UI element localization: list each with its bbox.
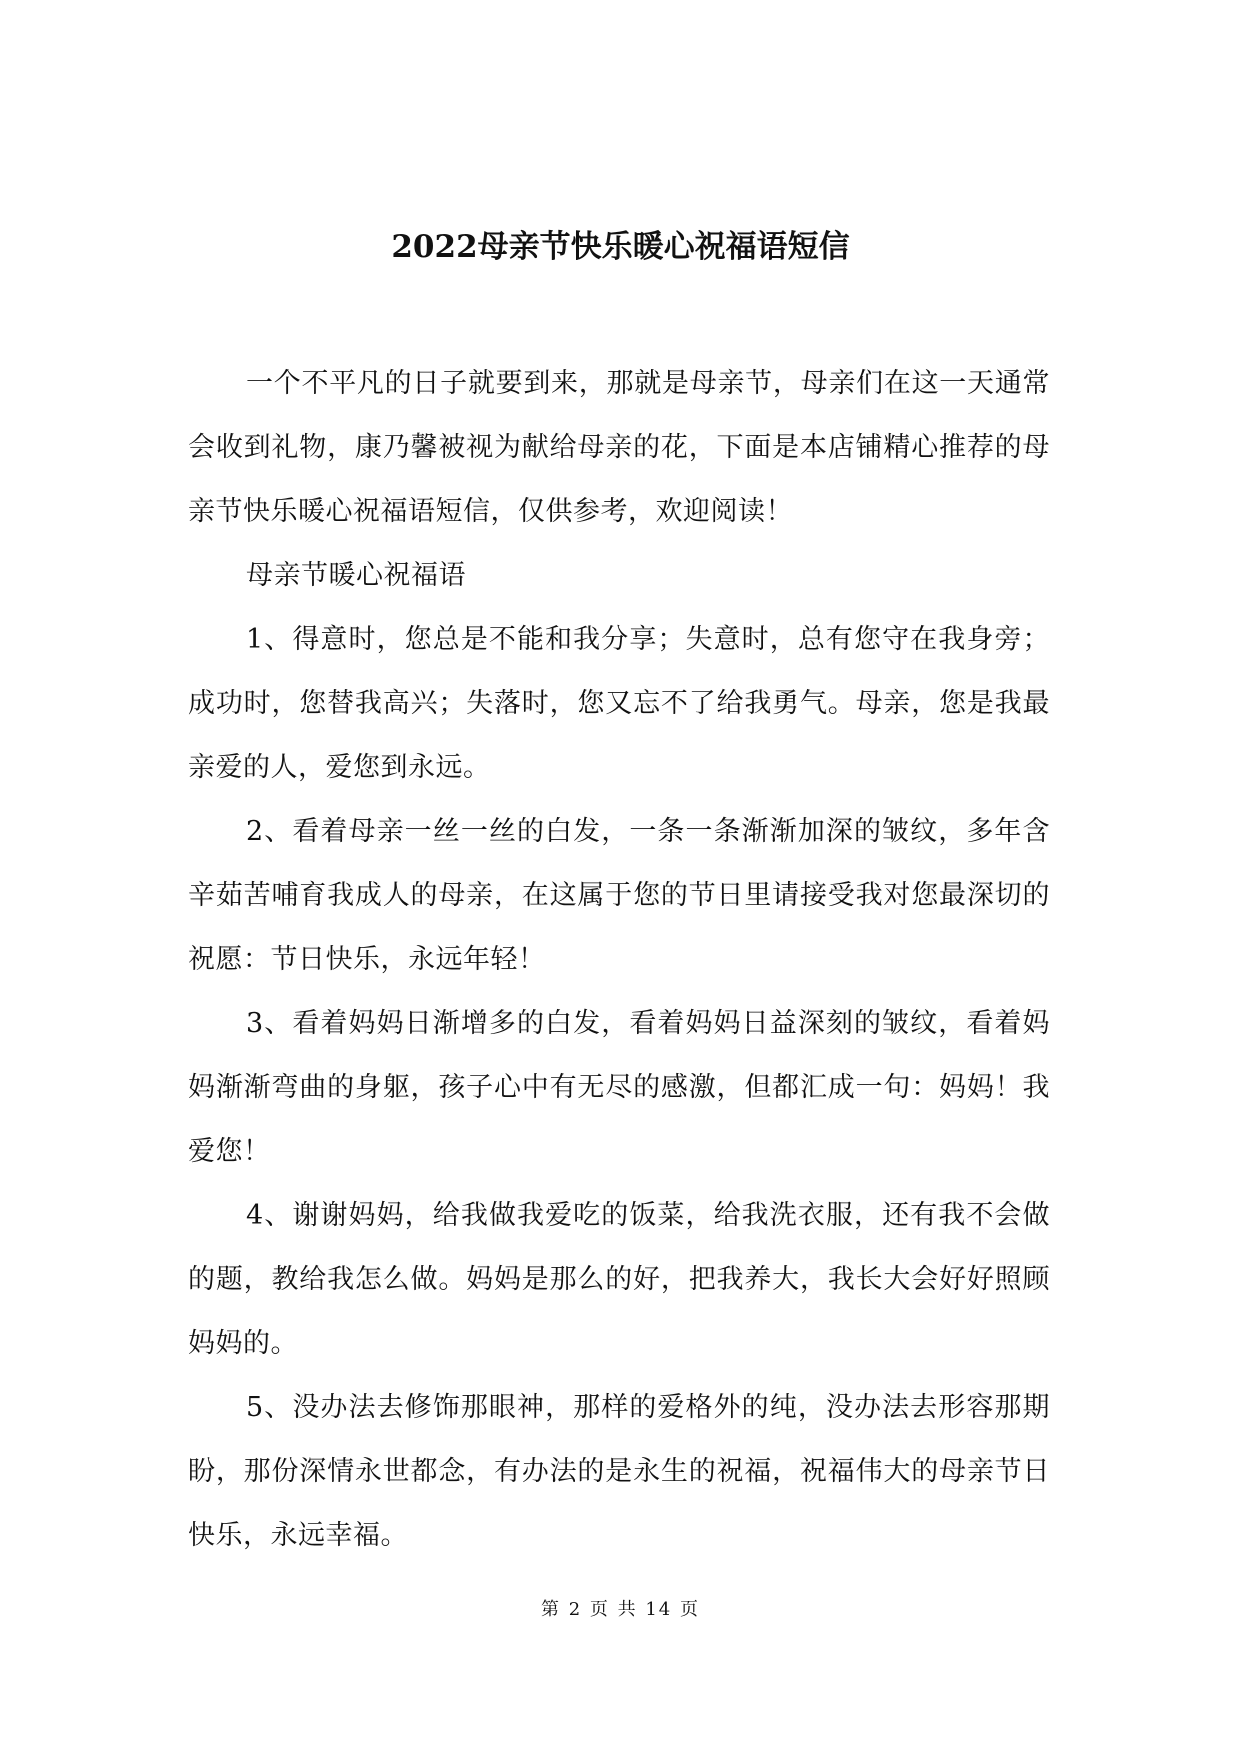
page-footer: 第 2 页 共 14 页 bbox=[541, 1599, 700, 1620]
document-title: 2022母亲节快乐暖心祝福语短信 bbox=[391, 229, 850, 265]
section-heading: 母亲节暖心祝福语 bbox=[246, 560, 466, 591]
blessing-paragraph-1: 1、得意时，您总是不能和我分享；失意时，总有您守在我身旁；成功时，您替我高兴；失落时，您又忘不了给我勇气。母亲，您是我最亲爱的人，爱您到永远。 bbox=[188, 624, 1050, 783]
blessing-paragraph-3: 3、看着妈妈日渐增多的白发，看着妈妈日益深刻的皱纹，看着妈妈渐渐弯曲的身躯，孩子心中有无尽的感激，但都汇成一句：妈妈！我爱您！ bbox=[188, 1008, 1050, 1167]
blessing-paragraph-4: 4、谢谢妈妈，给我做我爱吃的饭菜，给我洗衣服，还有我不会做的题，教给我怎么做。妈妈是那么的好，把我养大，我长大会好好照顾妈妈的。 bbox=[188, 1200, 1050, 1359]
intro-paragraph: 一个不平凡的日子就要到来，那就是母亲节，母亲们在这一天通常会收到礼物，康乃馨被视为献给母亲的花，下面是本店铺精心推荐的母亲节快乐暖心祝福语短信，仅供参考，欢迎阅读！ bbox=[188, 368, 1050, 527]
document-body bbox=[188, 352, 1050, 1568]
blessing-paragraph-5: 5、没办法去修饰那眼神，那样的爱格外的纯，没办法去形容那期盼，那份深情永世都念，有办法的是永生的祝福，祝福伟大的母亲节日快乐，永远幸福。 bbox=[188, 1392, 1050, 1551]
blessing-paragraph-2: 2、看着母亲一丝一丝的白发，一条一条渐渐加深的皱纹，多年含辛茹苦哺育我成人的母亲，在这属于您的节日里请接受我对您最深切的祝愿：节日快乐，永远年轻！ bbox=[188, 816, 1050, 975]
